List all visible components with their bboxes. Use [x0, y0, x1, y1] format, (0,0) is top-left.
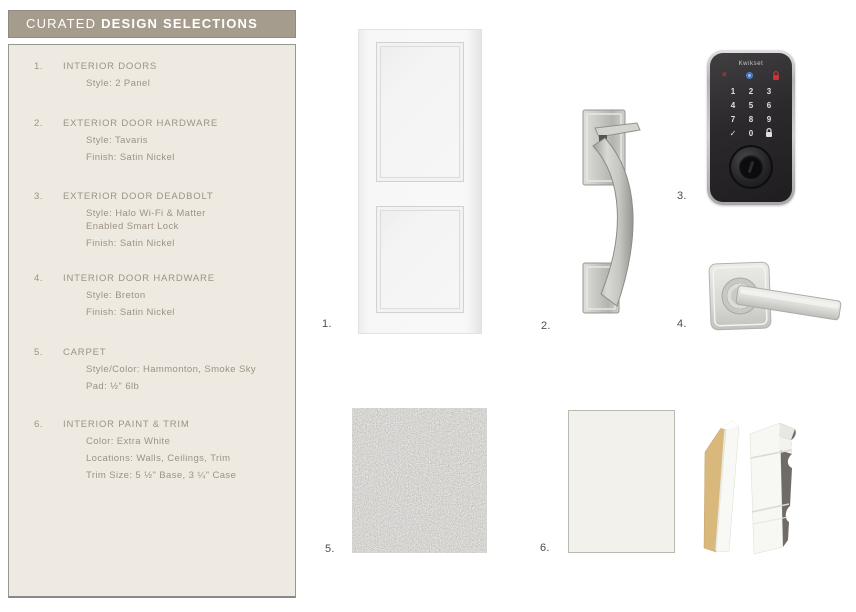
figure-label-4: 4. [677, 318, 687, 330]
item-detail-line: Finish: Satin Nickel [86, 238, 175, 249]
item-detail-line: Color: Extra White [86, 436, 171, 447]
page-title-design-selections: DESIGN SELECTIONS [101, 16, 259, 31]
x-icon: × [722, 70, 727, 79]
deadbolt-keyway [739, 155, 763, 179]
page-title [8, 10, 296, 38]
exterior-handleset-image [555, 78, 665, 328]
smart-lock-keypad [724, 84, 778, 140]
door-top-panel [376, 42, 464, 182]
item-details [86, 77, 292, 94]
item-number: 5. [34, 347, 43, 358]
smart-lock-status-row [722, 70, 780, 80]
keypad-key-check: ✓ [729, 128, 737, 138]
selections-list-panel [8, 44, 296, 598]
smart-lock-image [707, 50, 795, 205]
item-details [86, 134, 292, 168]
red-lock-icon [772, 71, 780, 80]
keypad-key-1: 1 [730, 86, 736, 96]
item-title: INTERIOR PAINT & TRIM [63, 419, 190, 430]
item-title: INTERIOR DOOR HARDWARE [63, 273, 215, 284]
smart-lock-deadbolt-cylinder [729, 145, 773, 189]
smart-lock-face [710, 53, 792, 202]
carpet-swatch-image [352, 408, 487, 553]
item-details [86, 435, 292, 486]
trim-profiles-image [695, 412, 815, 554]
interior-lever-image [703, 256, 853, 338]
door-bottom-panel [376, 206, 464, 313]
figure-label-3: 3. [677, 190, 687, 202]
keypad-key-6: 6 [766, 100, 772, 110]
casing-trim [750, 423, 796, 554]
figure-label-1: 1. [322, 318, 332, 330]
figure-label-5: 5. [325, 543, 335, 555]
item-number: 4. [34, 273, 43, 284]
item-detail-line: Style/Color: Hammonton, Smoke Sky [86, 364, 257, 375]
item-detail-line: Locations: Walls, Ceilings, Trim [86, 453, 231, 464]
item-number: 1. [34, 61, 43, 72]
page-title-curated: CURATED [26, 16, 102, 31]
casing-face [750, 423, 783, 554]
item-title: CARPET [63, 347, 107, 358]
item-detail-line: Finish: Satin Nickel [86, 152, 175, 163]
target-icon [746, 72, 753, 79]
item-detail-line: Style: Halo Wi-Fi & Matter Enabled Smart Lock [86, 208, 206, 232]
keypad-key-lock-icon [765, 128, 773, 139]
item-detail-line: Style: Tavaris [86, 135, 148, 146]
keypad-key-7: 7 [730, 114, 736, 124]
baseboard-trim [704, 421, 739, 552]
keypad-key-8: 8 [748, 114, 754, 124]
keypad-key-0: 0 [748, 128, 754, 138]
item-number: 3. [34, 191, 43, 202]
item-detail-line: Trim Size: 5 ½" Base, 3 ¼" Case [86, 470, 237, 481]
figure-label-6: 6. [540, 542, 550, 554]
item-number: 6. [34, 419, 43, 430]
keypad-key-5: 5 [748, 100, 754, 110]
keypad-key-2: 2 [748, 86, 754, 96]
item-details [86, 289, 292, 323]
item-detail-line: Pad: ½" 6lb [86, 381, 140, 392]
item-detail-line: Finish: Satin Nickel [86, 307, 175, 318]
keypad-key-9: 9 [766, 114, 772, 124]
item-detail-line: Style: Breton [86, 290, 146, 301]
interior-door-image [358, 29, 482, 334]
item-details [86, 207, 246, 254]
carpet-texture [352, 408, 487, 553]
item-title: INTERIOR DOORS [63, 61, 158, 72]
smart-lock-brand: Kwikset [738, 61, 764, 67]
item-detail-line: Style: 2 Panel [86, 78, 151, 89]
item-title: EXTERIOR DOOR HARDWARE [63, 118, 219, 129]
keypad-key-3: 3 [766, 86, 772, 96]
keypad-key-4: 4 [730, 100, 736, 110]
item-details [86, 363, 292, 397]
figure-label-2: 2. [541, 320, 551, 332]
item-number: 2. [34, 118, 43, 129]
item-title: EXTERIOR DOOR DEADBOLT [63, 191, 214, 202]
paint-swatch-image [568, 410, 675, 553]
